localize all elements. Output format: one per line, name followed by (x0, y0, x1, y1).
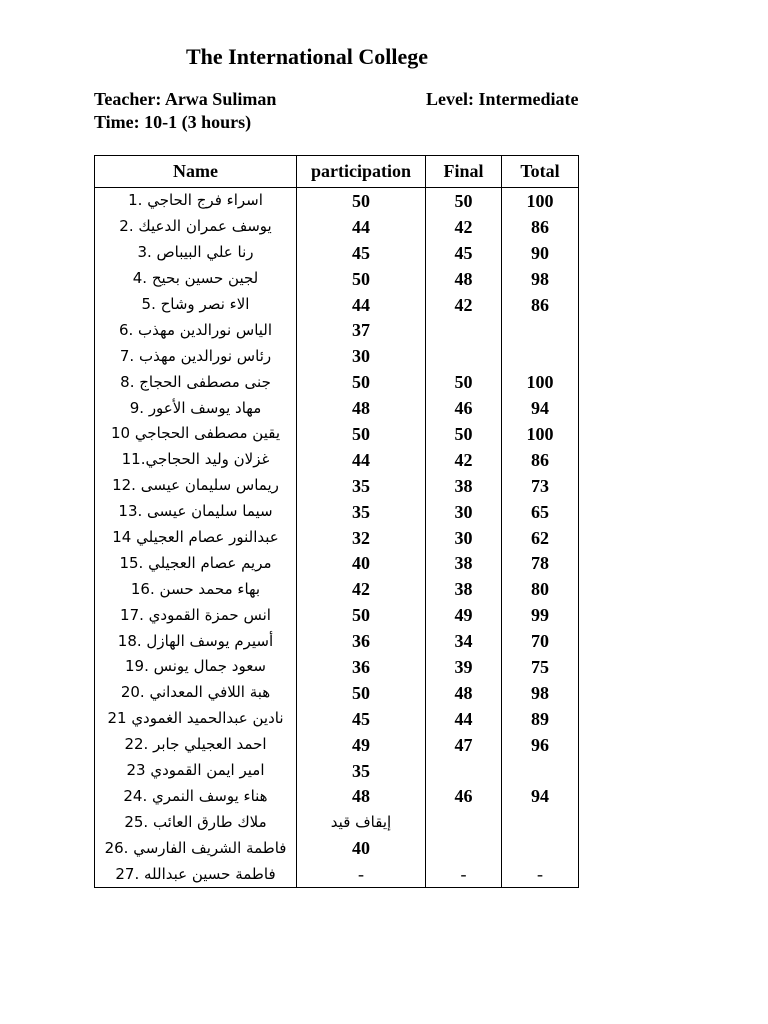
total-cell: 99 (502, 602, 579, 628)
student-name-cell: مريم عصام العجيلي .15 (95, 550, 297, 576)
total-cell (502, 809, 579, 835)
participation-cell: 40 (297, 835, 426, 861)
teacher-label: Teacher: Arwa Suliman (94, 89, 277, 109)
final-cell: 50 (426, 188, 502, 214)
table-row (95, 447, 579, 473)
student-name-cell: امير ايمن القمودي 23 (95, 758, 297, 784)
final-cell: 46 (426, 783, 502, 809)
table-row (95, 732, 579, 758)
table-header-row (95, 156, 579, 188)
student-name-cell: رنا علي البيباص .3 (95, 240, 297, 266)
student-name-cell: يقين مصطفى الحجاجي 10 (95, 421, 297, 447)
final-cell: 38 (426, 576, 502, 602)
student-name-cell: هناء يوسف النمري .24 (95, 783, 297, 809)
student-name-cell: فاطمة حسين عبدالله .27 (95, 861, 297, 887)
final-cell: 48 (426, 680, 502, 706)
total-cell: 86 (502, 214, 579, 240)
page-title: The International College (186, 44, 428, 69)
final-cell (426, 758, 502, 784)
total-cell: 98 (502, 680, 579, 706)
final-cell: 48 (426, 266, 502, 292)
total-cell: - (502, 861, 579, 887)
final-cell: 30 (426, 499, 502, 525)
table-row (95, 473, 579, 499)
final-cell: 47 (426, 732, 502, 758)
total-cell: 96 (502, 732, 579, 758)
total-cell: 65 (502, 499, 579, 525)
student-name-cell: جنى مصطفى الحجاج .8 (95, 369, 297, 395)
table-row (95, 317, 579, 343)
final-cell: 46 (426, 395, 502, 421)
final-cell: 42 (426, 214, 502, 240)
student-name-cell: اسراء فرج الحاجي .1 (95, 188, 297, 214)
participation-cell: 35 (297, 473, 426, 499)
total-cell: 78 (502, 550, 579, 576)
grades-table-body (95, 188, 579, 888)
final-cell (426, 809, 502, 835)
student-name-cell: نادين عبدالحميد الغمودي 21 (95, 706, 297, 732)
total-cell (502, 343, 579, 369)
participation-cell: 30 (297, 343, 426, 369)
total-cell: 90 (502, 240, 579, 266)
total-cell: 100 (502, 188, 579, 214)
table-row (95, 576, 579, 602)
table-row (95, 266, 579, 292)
table-row (95, 628, 579, 654)
student-name-cell: عبدالنور عصام العجيلي 14 (95, 525, 297, 551)
total-cell (502, 835, 579, 861)
student-name-cell: بهاء محمد حسن .16 (95, 576, 297, 602)
participation-cell: 37 (297, 317, 426, 343)
total-cell: 75 (502, 654, 579, 680)
grades-table (94, 155, 579, 888)
participation-cell: 50 (297, 602, 426, 628)
participation-cell: 40 (297, 550, 426, 576)
table-row (95, 680, 579, 706)
total-cell (502, 317, 579, 343)
total-cell: 100 (502, 369, 579, 395)
total-cell: 94 (502, 395, 579, 421)
participation-cell: 49 (297, 732, 426, 758)
total-cell: 86 (502, 447, 579, 473)
final-cell (426, 835, 502, 861)
student-name-cell: رئاس نورالدين مهذب .7 (95, 343, 297, 369)
student-name-cell: هبة اللافي المعداني .20 (95, 680, 297, 706)
student-name-cell: يوسف عمران الدعيك .2 (95, 214, 297, 240)
table-row (95, 550, 579, 576)
participation-cell: 35 (297, 758, 426, 784)
student-name-cell: ريماس سليمان عيسى .12 (95, 473, 297, 499)
participation-cell: 50 (297, 369, 426, 395)
total-cell: 73 (502, 473, 579, 499)
final-cell (426, 317, 502, 343)
level-label: Level: Intermediate (426, 89, 579, 109)
student-name-cell: أسيرم يوسف الهازل .18 (95, 628, 297, 654)
time-label: Time: 10-1 (3 hours) (94, 112, 252, 132)
table-row (95, 835, 579, 861)
student-name-cell: غزلان وليد الحجاجي.11 (95, 447, 297, 473)
table-row (95, 809, 579, 835)
final-cell: 38 (426, 550, 502, 576)
student-name-cell: ملاك طارق العائب .25 (95, 809, 297, 835)
final-cell (426, 343, 502, 369)
participation-cell: 50 (297, 421, 426, 447)
final-cell: 34 (426, 628, 502, 654)
final-cell: 42 (426, 447, 502, 473)
final-cell: 50 (426, 421, 502, 447)
total-cell: 62 (502, 525, 579, 551)
participation-cell: إيقاف قيد (297, 809, 426, 835)
table-row (95, 861, 579, 887)
participation-cell: 50 (297, 680, 426, 706)
participation-cell: 44 (297, 292, 426, 318)
final-cell: - (426, 861, 502, 887)
table-row (95, 499, 579, 525)
final-cell: 49 (426, 602, 502, 628)
table-row (95, 602, 579, 628)
participation-cell: 42 (297, 576, 426, 602)
student-name-cell: احمد العجيلي جابر .22 (95, 732, 297, 758)
column-header-participation: participation (297, 156, 426, 188)
total-cell: 70 (502, 628, 579, 654)
table-row (95, 706, 579, 732)
final-cell: 50 (426, 369, 502, 395)
total-cell: 94 (502, 783, 579, 809)
participation-cell: 45 (297, 706, 426, 732)
table-row (95, 369, 579, 395)
student-name-cell: مهاد يوسف الأعور .9 (95, 395, 297, 421)
student-name-cell: لجين حسين بحيح .4 (95, 266, 297, 292)
student-name-cell: الياس نورالدين مهذب .6 (95, 317, 297, 343)
final-cell: 39 (426, 654, 502, 680)
table-row (95, 240, 579, 266)
table-row (95, 654, 579, 680)
student-name-cell: الاء نصر وشاح .5 (95, 292, 297, 318)
student-name-cell: سيما سليمان عيسى .13 (95, 499, 297, 525)
final-cell: 30 (426, 525, 502, 551)
final-cell: 38 (426, 473, 502, 499)
participation-cell: - (297, 861, 426, 887)
column-header-name: Name (95, 156, 297, 188)
table-row (95, 188, 579, 214)
participation-cell: 50 (297, 266, 426, 292)
total-cell: 98 (502, 266, 579, 292)
total-cell: 100 (502, 421, 579, 447)
student-name-cell: سعود جمال يونس .19 (95, 654, 297, 680)
table-row (95, 783, 579, 809)
participation-cell: 48 (297, 395, 426, 421)
total-cell: 86 (502, 292, 579, 318)
table-row (95, 758, 579, 784)
participation-cell: 44 (297, 214, 426, 240)
table-row (95, 343, 579, 369)
participation-cell: 32 (297, 525, 426, 551)
participation-cell: 44 (297, 447, 426, 473)
column-header-total: Total (502, 156, 579, 188)
table-row (95, 214, 579, 240)
table-row (95, 421, 579, 447)
column-header-final: Final (426, 156, 502, 188)
student-name-cell: فاطمة الشريف الفارسي .26 (95, 835, 297, 861)
total-cell: 89 (502, 706, 579, 732)
final-cell: 45 (426, 240, 502, 266)
student-name-cell: انس حمزة القمودي .17 (95, 602, 297, 628)
final-cell: 42 (426, 292, 502, 318)
total-cell: 80 (502, 576, 579, 602)
participation-cell: 45 (297, 240, 426, 266)
table-row (95, 525, 579, 551)
final-cell: 44 (426, 706, 502, 732)
table-row (95, 395, 579, 421)
participation-cell: 50 (297, 188, 426, 214)
table-row (95, 292, 579, 318)
participation-cell: 35 (297, 499, 426, 525)
participation-cell: 36 (297, 628, 426, 654)
participation-cell: 36 (297, 654, 426, 680)
total-cell (502, 758, 579, 784)
participation-cell: 48 (297, 783, 426, 809)
